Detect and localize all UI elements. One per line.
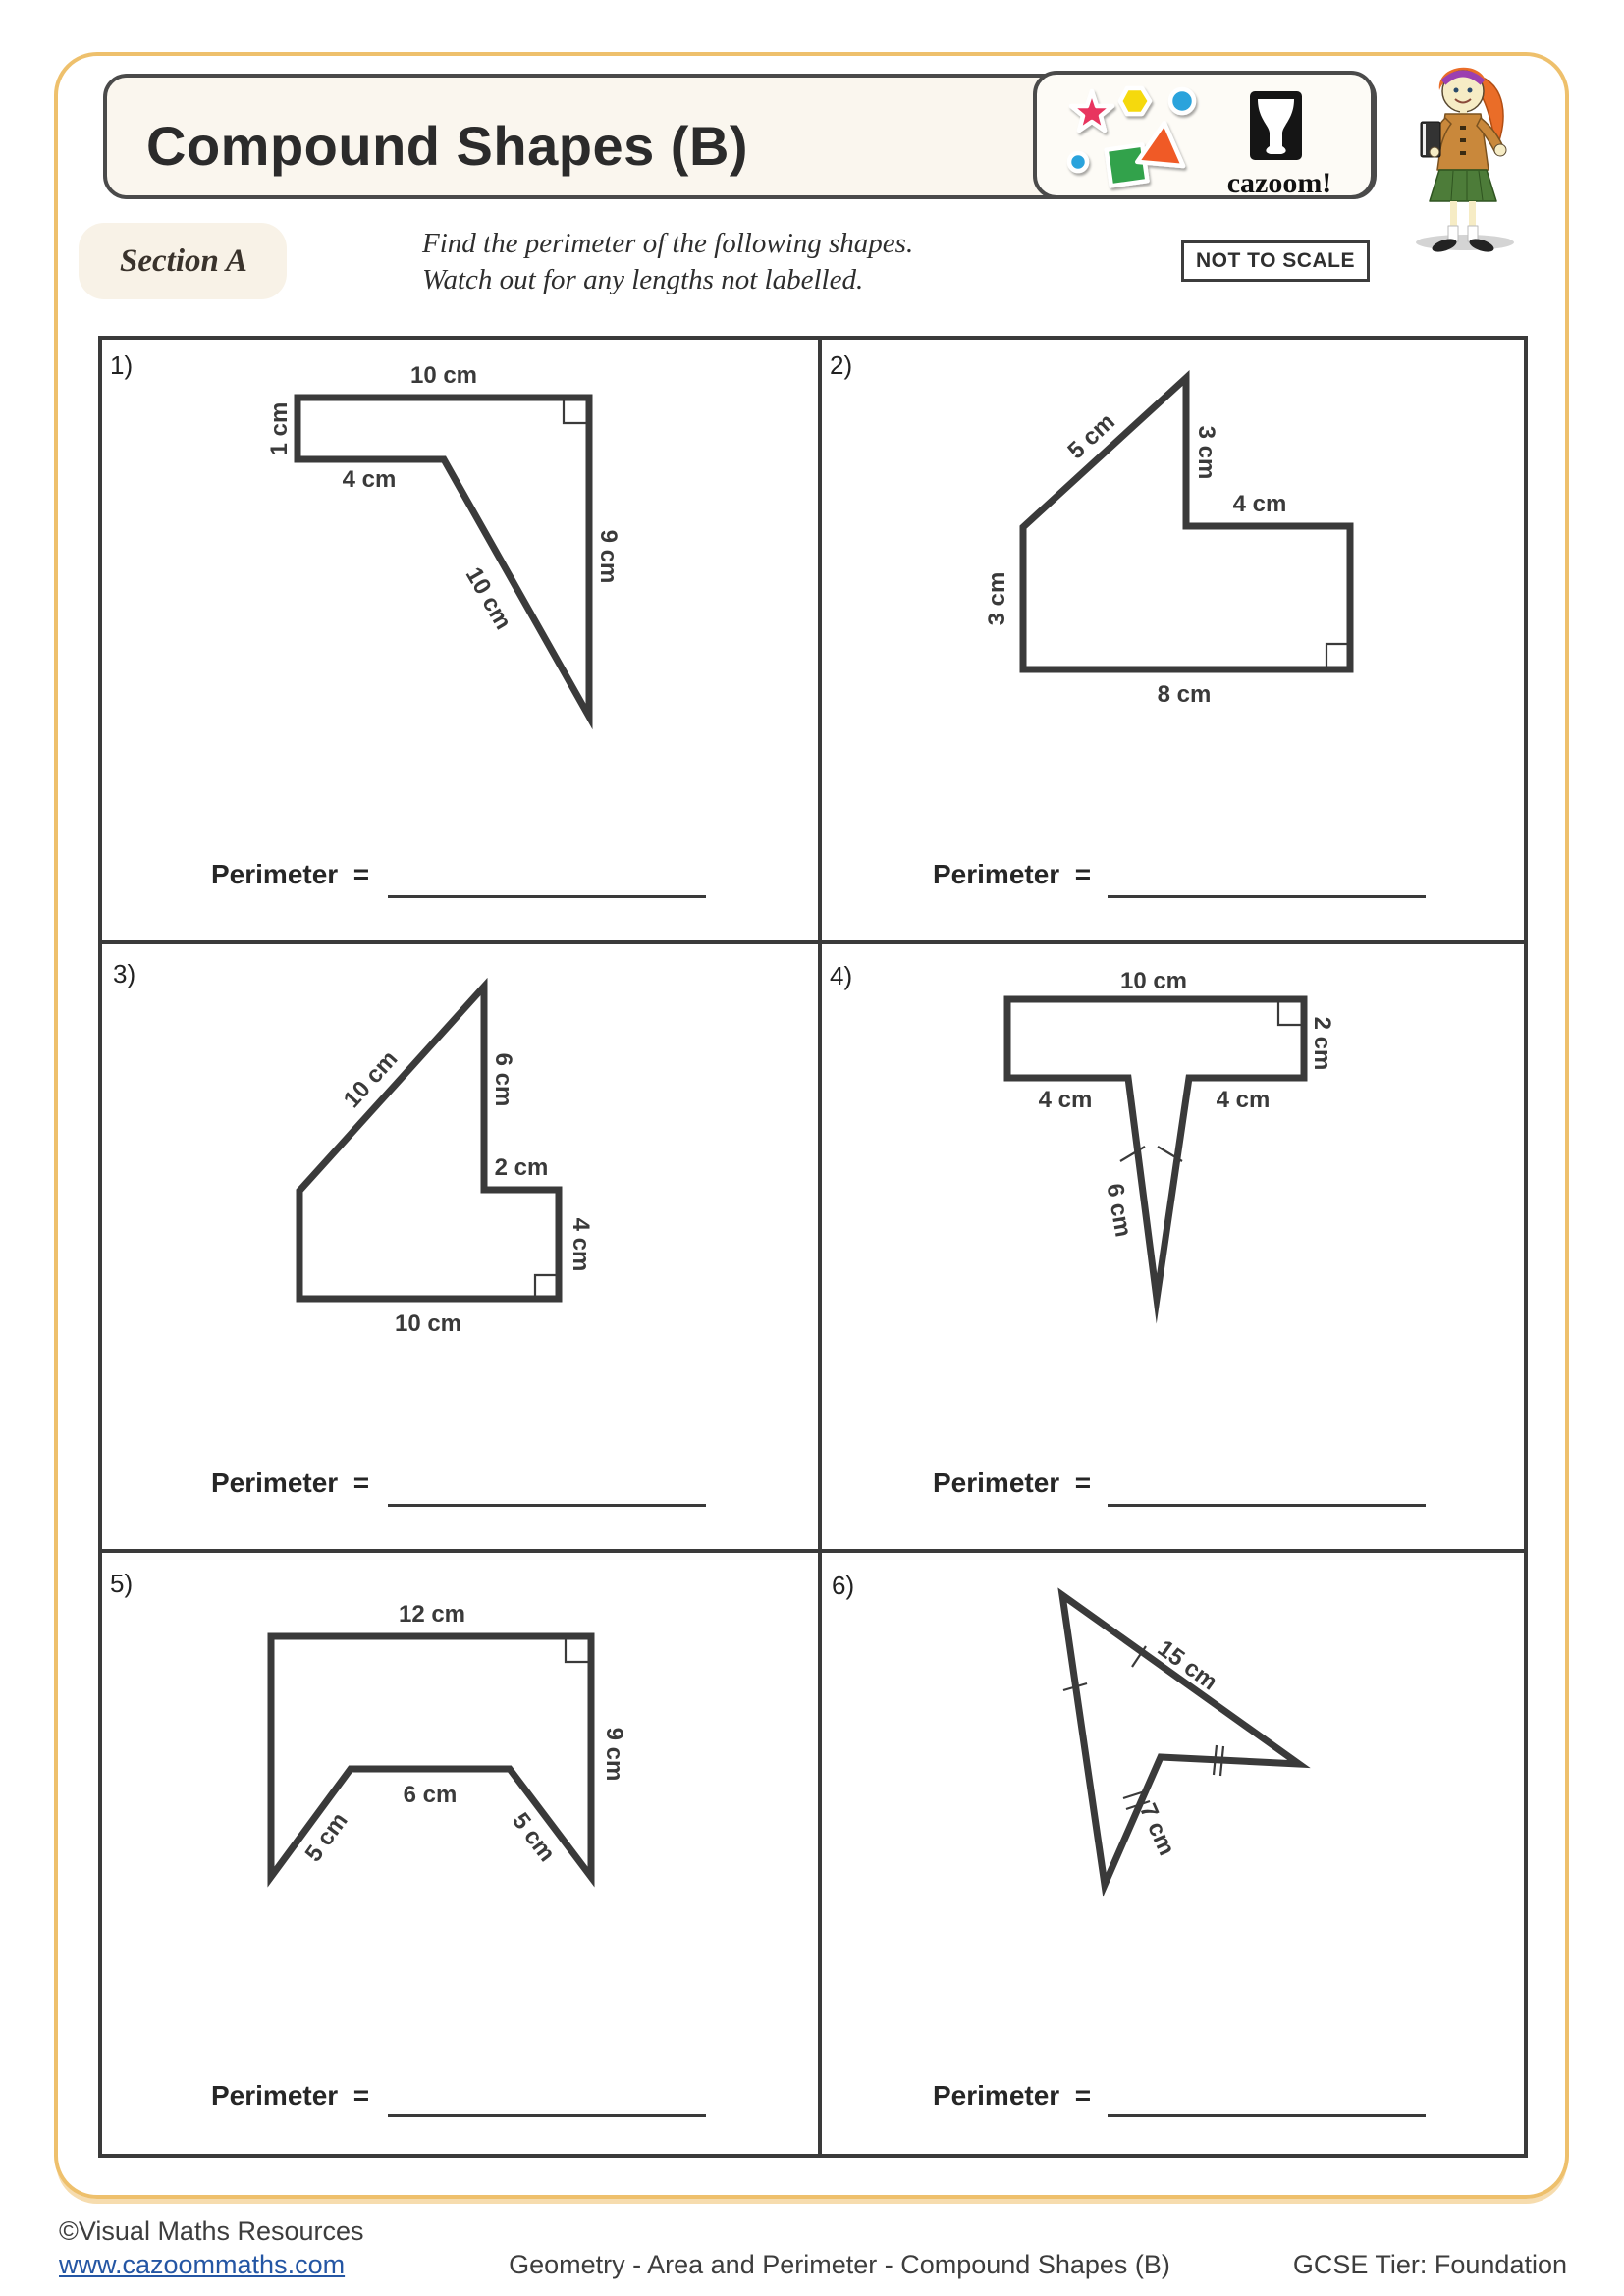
perimeter-label: Perimeter = (933, 1468, 1092, 1498)
question-number: 1) (110, 350, 134, 380)
dimension-label: 2 cm (494, 1154, 549, 1181)
answer-line (388, 895, 706, 898)
star-icon (1071, 91, 1112, 131)
right-angle-marker (564, 400, 586, 423)
dimension-label: 10 cm (460, 562, 517, 634)
dimension-label: 6 cm (490, 1052, 516, 1107)
brand-wordmark: cazoom! (1226, 167, 1332, 199)
dimension-label: 5 cm (1062, 408, 1120, 465)
question-number: 2) (830, 350, 853, 380)
question-1-shape (298, 398, 589, 717)
dimension-label: 10 cm (394, 1310, 462, 1337)
dimension-label: 4 cm (1216, 1087, 1271, 1113)
logo-shapes-cluster (1069, 88, 1194, 186)
answer-line (1108, 895, 1426, 898)
circle-icon (1170, 89, 1194, 113)
triangle-icon (1137, 121, 1186, 166)
perimeter-label: Perimeter = (933, 2080, 1092, 2110)
not-to-scale-text: NOT TO SCALE (1196, 249, 1355, 272)
right-angle-marker (535, 1275, 556, 1296)
question-number: 4) (830, 961, 853, 990)
dimension-label: 12 cm (398, 1601, 466, 1628)
perimeter-label: Perimeter = (211, 2080, 370, 2110)
dimension-label: 15 cm (1152, 1634, 1222, 1696)
answer-line (1108, 2114, 1426, 2117)
page-title: Compound Shapes (B) (146, 115, 749, 177)
question-number: 5) (110, 1569, 134, 1598)
square-icon (1107, 145, 1148, 187)
dimension-label: 3 cm (1193, 425, 1219, 480)
hexagon-icon (1120, 88, 1150, 114)
circle-icon (1069, 153, 1087, 171)
footer-copyright: ©Visual Maths Resources (59, 2216, 364, 2246)
dimension-label: 5 cm (507, 1807, 561, 1867)
dimension-label: 4 cm (342, 466, 397, 493)
goblet-logo-icon (1250, 91, 1302, 160)
dimension-label: 4 cm (1038, 1087, 1093, 1113)
footer-website-link[interactable]: www.cazoommaths.com (59, 2250, 346, 2279)
instructions-line-1: Find the perimeter of the following shapes. (422, 228, 914, 259)
perimeter-label: Perimeter = (211, 1468, 370, 1498)
dimension-label: 10 cm (1119, 968, 1188, 994)
dimension-label: 5 cm (299, 1807, 353, 1867)
dimension-label: 10 cm (338, 1045, 404, 1113)
dimension-label: 6 cm (403, 1782, 458, 1808)
perimeter-label: Perimeter = (211, 859, 370, 889)
answer-line (1108, 1504, 1426, 1507)
instructions-line-2: Watch out for any lengths not labelled. (422, 264, 864, 295)
dimension-label: 7 cm (1133, 1799, 1180, 1860)
dimension-label: 9 cm (601, 1727, 627, 1782)
question-number: 6) (832, 1571, 855, 1600)
section-label: Section A (120, 243, 247, 279)
question-number: 3) (113, 959, 136, 988)
dimension-label: 8 cm (1157, 681, 1212, 708)
dimension-label: 2 cm (1309, 1016, 1335, 1071)
question-6-shape (1062, 1595, 1299, 1885)
dimension-label: 4 cm (568, 1217, 594, 1272)
right-angle-marker (1278, 1002, 1301, 1025)
tick-mark (1220, 1746, 1223, 1776)
perimeter-label: Perimeter = (933, 859, 1092, 889)
question-3-shape (299, 987, 559, 1299)
answer-line (388, 2114, 706, 2117)
answer-line (388, 1504, 706, 1507)
question-4-shape (1007, 999, 1304, 1299)
right-angle-marker (1326, 644, 1347, 667)
right-angle-marker (566, 1639, 588, 1662)
dimension-label: 6 cm (1101, 1181, 1137, 1240)
question-2-shape (1023, 378, 1350, 669)
footer-topic: Geometry - Area and Perimeter - Compound Shapes (B) (509, 2250, 1170, 2279)
dimension-label: 3 cm (984, 571, 1010, 626)
dimension-label: 4 cm (1232, 491, 1287, 517)
dimension-label: 10 cm (409, 362, 478, 389)
mascot-illustration (1416, 68, 1514, 255)
tick-mark (1214, 1745, 1217, 1775)
dimension-label: 1 cm (266, 401, 293, 456)
dimension-label: 9 cm (595, 529, 622, 584)
footer-tier: GCSE Tier: Foundation (1292, 2250, 1567, 2279)
